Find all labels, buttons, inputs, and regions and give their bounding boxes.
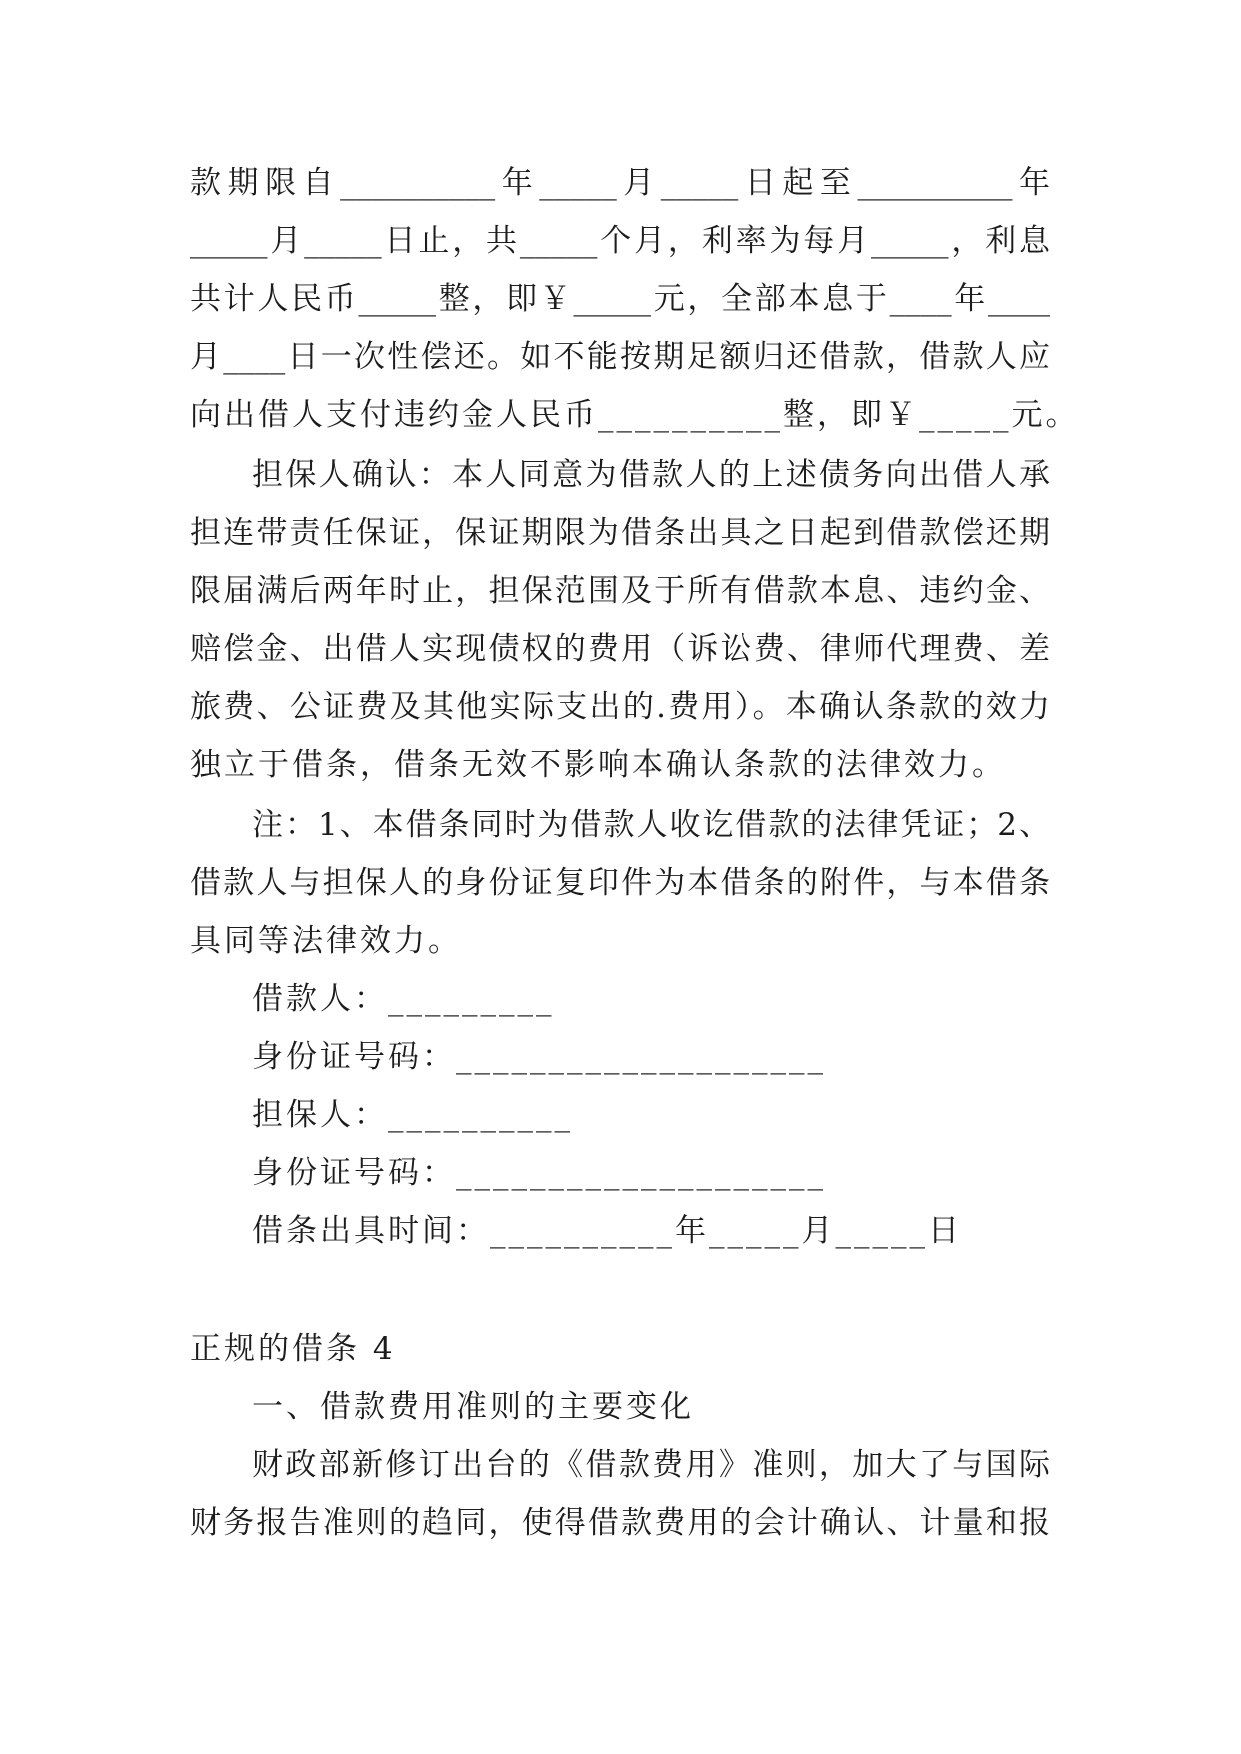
text-line: _____月_____日止，共_____个月，利率为每月_____，利息 <box>190 223 1050 259</box>
text-line: 限届满后两年时止，担保范围及于所有借款本息、违约金、 <box>190 573 1050 609</box>
text-line: 具同等法律效力。 <box>190 923 462 959</box>
note-paragraph <box>190 796 1050 970</box>
text-line: 担保人确认：本人同意为借款人的上述债务向出借人承 <box>252 457 1050 493</box>
section-heading <box>190 1320 1050 1378</box>
text-line: 赔偿金、出借人实现债权的费用（诉讼费、律师代理费、差 <box>190 631 1050 667</box>
text-line: 借款人与担保人的身份证复印件为本借条的附件，与本借条 <box>190 865 1050 901</box>
text-line: 一、借款费用准则的主要变化 <box>252 1389 694 1425</box>
text-line: 财务报告准则的趋同，使得借款费用的会计确认、计量和报 <box>190 1505 1050 1541</box>
loan-term-paragraph <box>190 154 1080 444</box>
text-line: 担连带责任保证，保证期限为借条出具之日起到借款偿还期 <box>190 515 1050 551</box>
guarantor-confirmation-paragraph <box>190 446 1050 794</box>
text-line: 借条出具时间：__________年_____月_____日 <box>252 1213 962 1249</box>
text-line: 正规的借条 4 <box>190 1331 396 1367</box>
text-line: 身份证号码：____________________ <box>252 1039 826 1075</box>
text-line: 注：1、本借条同时为借款人收讫借款的法律凭证；2、 <box>252 807 1050 843</box>
text-line: 身份证号码：____________________ <box>252 1155 826 1191</box>
signature-block <box>190 970 1050 1260</box>
text-line: 财政部新修订出台的《借款费用》准则，加大了与国际 <box>252 1447 1050 1483</box>
text-line: 向出借人支付违约金人民币__________整，即￥_____元。 <box>190 397 1080 433</box>
text-line: 旅费、公证费及其他实际支出的.费用）。本确认条款的效力 <box>190 689 1050 725</box>
text-line: 独立于借条，借条无效不影响本确认条款的法律效力。 <box>190 747 1006 783</box>
borrowing-costs-paragraph <box>190 1378 1050 1552</box>
text-line: 借款人：_________ <box>252 981 555 1017</box>
text-line: 共计人民币_____整，即￥_____元，全部本息于____年____ <box>190 281 1050 317</box>
text-line: 担保人：__________ <box>252 1097 573 1133</box>
text-line: 月____日一次性偿还。如不能按期足额归还借款，借款人应 <box>190 339 1050 375</box>
text-line: 款期限自__________年_____月_____日起至__________年 <box>190 165 1050 201</box>
